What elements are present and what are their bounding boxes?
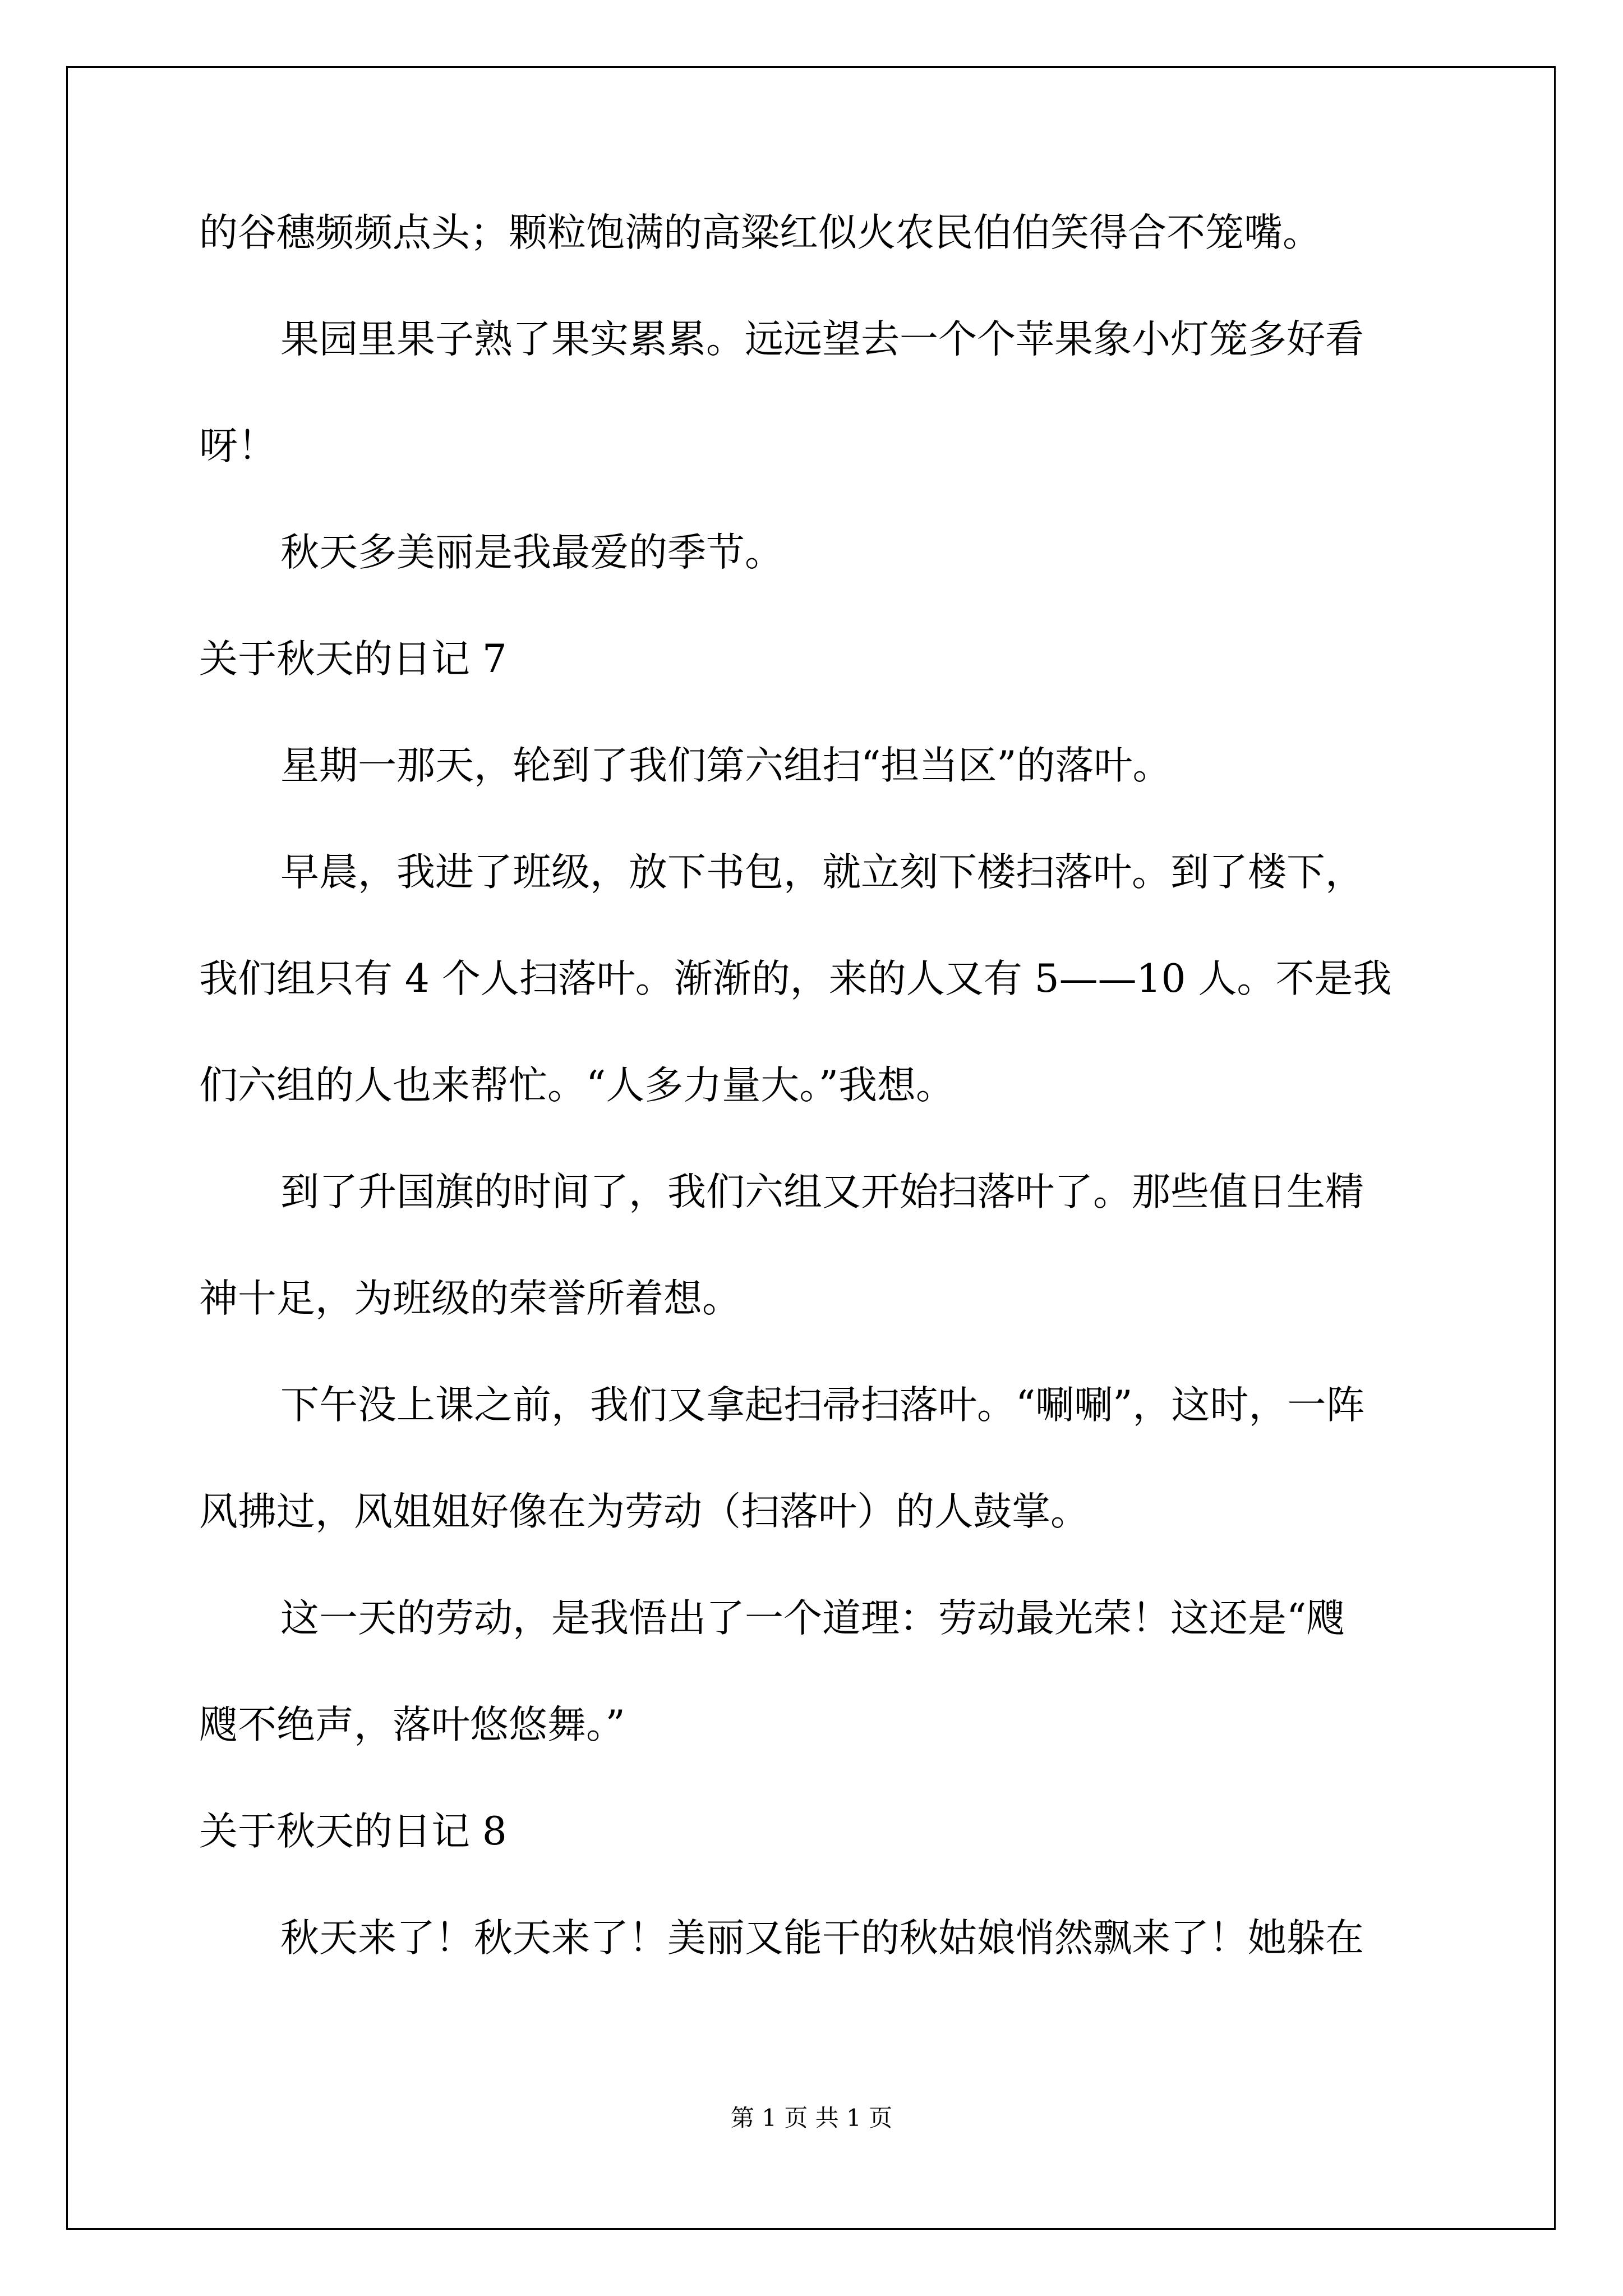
text-line: 这一天的劳动，是我悟出了一个道理：劳动最光荣！这还是“飕 — [280, 1596, 1345, 1641]
text-line: 果园里果子熟了果实累累。远远望去一个个苹果象小灯笼多好看 — [280, 317, 1364, 362]
text-line: 下午没上课之前，我们又拿起扫帚扫落叶。“唰唰”，这时，一阵 — [280, 1383, 1365, 1428]
text-line: 星期一那天，轮到了我们第六组扫“担当区”的落叶。 — [280, 743, 1172, 788]
document-body — [199, 210, 1431, 2026]
section-heading: 关于秋天的日记 8 — [199, 1809, 507, 1854]
text-line: 早晨，我进了班级，放下书包，就立刻下楼扫落叶。到了楼下， — [280, 850, 1364, 895]
page-footer: 第 1 页 共 1 页 — [730, 2104, 893, 2132]
text-line: 们六组的人也来帮忙。“人多力量大。”我想。 — [199, 1063, 955, 1108]
text-line: 的谷穗频频点头；颗粒饱满的高粱红似火农民伯伯笑得合不笼嘴。 — [199, 210, 1321, 255]
text-line: 到了升国旗的时间了，我们六组又开始扫落叶了。那些值日生精 — [280, 1170, 1364, 1214]
text-line: 风拂过，风姐姐好像在为劳动（扫落叶）的人鼓掌。 — [199, 1489, 1089, 1534]
text-line: 秋天来了！秋天来了！美丽又能干的秋姑娘悄然飘来了！她躲在 — [280, 1916, 1364, 1961]
text-line: 神十足，为班级的荣誉所着想。 — [199, 1276, 741, 1321]
text-line: 秋天多美丽是我最爱的季节。 — [280, 530, 783, 575]
text-line: 我们组只有 4 个人扫落叶。渐渐的，来的人又有 5——10 人。不是我 — [199, 956, 1392, 1001]
section-heading: 关于秋天的日记 7 — [199, 637, 507, 682]
text-line: 呀！ — [199, 424, 276, 468]
text-line: 飕不绝声，落叶悠悠舞。” — [199, 1703, 625, 1747]
